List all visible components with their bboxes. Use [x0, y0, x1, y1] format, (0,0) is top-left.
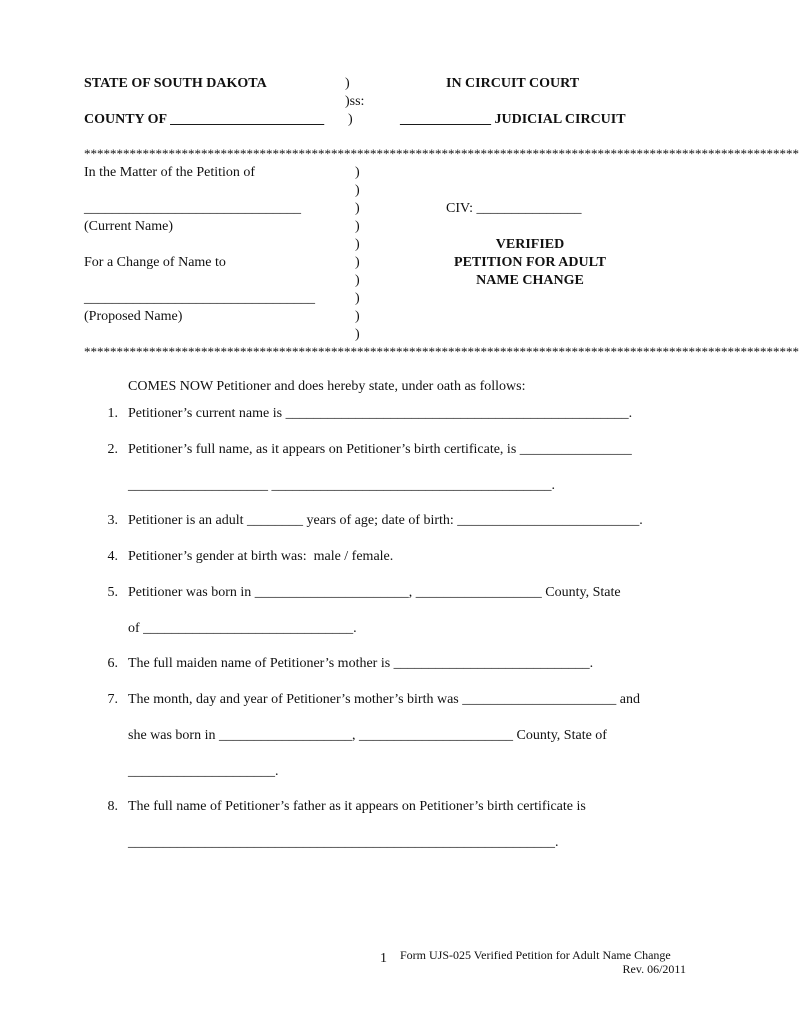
current-name-blank: _______________________________ — [84, 201, 301, 216]
item-number: 5. — [107, 585, 118, 600]
item-birth-certificate-name: Petitioner’s full name, as it appears on Petitioner’s birth certificate, is ________________ — [128, 442, 632, 457]
item-number: 4. — [107, 549, 118, 564]
document-title-line2: PETITION FOR ADULT — [454, 255, 606, 270]
item-number: 7. — [107, 692, 118, 707]
item-birthplace: Petitioner was born in ______________________, __________________ County, State — [128, 585, 621, 600]
county-caption: COUNTY OF ______________________ — [84, 112, 325, 127]
state-caption: STATE OF SOUTH DAKOTA — [84, 76, 267, 91]
item-gender: Petitioner’s gender at birth was: male / female. — [128, 549, 394, 564]
ss-mark: )ss: — [345, 94, 365, 109]
document-title-line1: VERIFIED — [495, 237, 565, 252]
item-age-dob: Petitioner is an adult ________ years of age; date of birth: __________________________. — [128, 513, 643, 528]
caption-paren: ) — [348, 112, 353, 127]
matter-paren: ) — [355, 219, 360, 234]
matter-paren: ) — [355, 165, 360, 180]
item-mother-maiden-name: The full maiden name of Petitioner’s mother is ____________________________. — [128, 656, 594, 671]
star-divider: ************************************************************************************************************** — [84, 146, 799, 161]
item-mother-birth-cont2: _____________________. — [128, 764, 279, 779]
matter-paren: ) — [355, 327, 360, 342]
item-birth-certificate-name-cont: ____________________ ________________________________________. — [128, 478, 555, 493]
item-number: 3. — [107, 513, 118, 528]
caption-paren: ) — [345, 76, 350, 91]
item-birthplace-cont: of ______________________________. — [128, 621, 357, 636]
judicial-circuit-caption: _____________ JUDICIAL CIRCUIT — [400, 112, 626, 127]
document-title-line3: NAME CHANGE — [476, 273, 584, 288]
revision-date: Rev. 06/2011 — [622, 962, 686, 976]
matter-paren: ) — [355, 273, 360, 288]
current-name-label: (Current Name) — [84, 219, 174, 234]
item-number: 1. — [107, 406, 118, 421]
court-caption: IN CIRCUIT COURT — [446, 76, 580, 91]
star-divider: ************************************************************************************************************** — [84, 344, 799, 359]
item-father-name-cont: _____________________________________________________________. — [128, 835, 559, 850]
item-mother-birth: The month, day and year of Petitioner’s mother’s birth was ______________________ and — [128, 692, 640, 707]
page-number: 1 — [380, 951, 387, 966]
item-father-name: The full name of Petitioner’s father as it appears on Petitioner’s birth certificate is — [128, 799, 586, 814]
matter-paren: ) — [355, 291, 360, 306]
matter-paren: ) — [355, 237, 360, 252]
item-mother-birth-cont: she was born in ___________________, ______________________ County, State of — [128, 728, 607, 743]
form-id: Form UJS-025 Verified Petition for Adult Name Change — [400, 948, 671, 962]
item-number: 6. — [107, 656, 118, 671]
civ-number-field: CIV: _______________ — [446, 201, 582, 216]
matter-paren: ) — [355, 183, 360, 198]
proposed-name-label: (Proposed Name) — [84, 309, 183, 324]
matter-paren: ) — [355, 255, 360, 270]
item-current-name: Petitioner’s current name is _________________________________________________. — [128, 406, 633, 421]
item-number: 2. — [107, 442, 118, 457]
in-matter-label: In the Matter of the Petition of — [84, 165, 256, 180]
intro-paragraph: COMES NOW Petitioner and does hereby state, under oath as follows: — [128, 379, 526, 394]
proposed-name-blank: _________________________________ — [84, 291, 315, 306]
matter-paren: ) — [355, 201, 360, 216]
matter-paren: ) — [355, 309, 360, 324]
change-to-label: For a Change of Name to — [84, 255, 226, 270]
item-number: 8. — [107, 799, 118, 814]
